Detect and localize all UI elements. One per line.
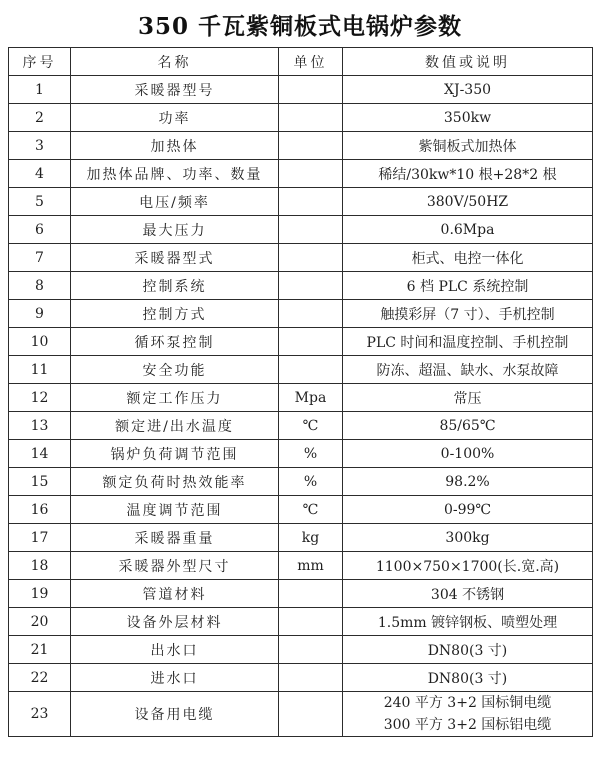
param-value-line: 240 平方 3+2 国标铜电缆 xyxy=(383,695,552,711)
param-unit xyxy=(279,272,343,300)
row-number: 14 xyxy=(9,440,71,468)
param-unit xyxy=(279,328,343,356)
param-unit: % xyxy=(279,468,343,496)
param-name: 采暖器型号 xyxy=(71,76,279,104)
row-number: 5 xyxy=(9,188,71,216)
param-name: 出水口 xyxy=(71,636,279,664)
row-number: 19 xyxy=(9,580,71,608)
table-row xyxy=(9,244,593,272)
param-name: 控制系统 xyxy=(71,272,279,300)
param-value xyxy=(343,692,593,737)
param-unit xyxy=(279,664,343,692)
param-value: 柜式、电控一体化 xyxy=(343,244,593,272)
param-unit xyxy=(279,608,343,636)
param-name: 管道材料 xyxy=(71,580,279,608)
row-number: 21 xyxy=(9,636,71,664)
param-name: 加热体 xyxy=(71,132,279,160)
row-number: 13 xyxy=(9,412,71,440)
param-name: 设备用电缆 xyxy=(71,692,279,737)
row-number: 17 xyxy=(9,524,71,552)
table-row xyxy=(9,356,593,384)
param-value: 380V/50HZ xyxy=(343,188,593,216)
param-name: 采暖器外型尺寸 xyxy=(71,552,279,580)
param-unit xyxy=(279,244,343,272)
header-no: 序号 xyxy=(9,48,71,76)
param-name: 额定工作压力 xyxy=(71,384,279,412)
param-unit: ℃ xyxy=(279,496,343,524)
param-name: 额定进/出水温度 xyxy=(71,412,279,440)
table-row xyxy=(9,524,593,552)
param-value: 1100×750×1700(长.宽.高) xyxy=(343,552,593,580)
param-unit: Mpa xyxy=(279,384,343,412)
row-number: 4 xyxy=(9,160,71,188)
param-name: 控制方式 xyxy=(71,300,279,328)
table-row xyxy=(9,300,593,328)
param-value: DN80(3 寸) xyxy=(343,664,593,692)
table-row xyxy=(9,608,593,636)
row-number: 9 xyxy=(9,300,71,328)
param-value: DN80(3 寸) xyxy=(343,636,593,664)
table-row xyxy=(9,552,593,580)
param-name: 锅炉负荷调节范围 xyxy=(71,440,279,468)
row-number: 3 xyxy=(9,132,71,160)
param-unit xyxy=(279,188,343,216)
param-name: 设备外层材料 xyxy=(71,608,279,636)
param-unit xyxy=(279,132,343,160)
param-value: PLC 时间和温度控制、手机控制 xyxy=(343,328,593,356)
row-number: 6 xyxy=(9,216,71,244)
header-unit: 单位 xyxy=(279,48,343,76)
table-body xyxy=(9,76,593,737)
param-value-line: 300 平方 3+2 国标铝电缆 xyxy=(383,717,552,733)
table-row xyxy=(9,104,593,132)
table-row xyxy=(9,328,593,356)
spec-table xyxy=(8,47,593,737)
table-row xyxy=(9,160,593,188)
param-name: 温度调节范围 xyxy=(71,496,279,524)
table-row xyxy=(9,384,593,412)
row-number: 16 xyxy=(9,496,71,524)
table-row xyxy=(9,76,593,104)
table-row xyxy=(9,272,593,300)
param-value: 稀结/30kw*10 根+28*2 根 xyxy=(343,160,593,188)
param-unit xyxy=(279,356,343,384)
param-unit: mm xyxy=(279,552,343,580)
row-number: 12 xyxy=(9,384,71,412)
param-unit xyxy=(279,160,343,188)
param-unit xyxy=(279,76,343,104)
row-number: 23 xyxy=(9,692,71,737)
table-row xyxy=(9,412,593,440)
param-name: 进水口 xyxy=(71,664,279,692)
row-number: 11 xyxy=(9,356,71,384)
param-unit xyxy=(279,580,343,608)
table-row xyxy=(9,188,593,216)
param-name: 采暖器重量 xyxy=(71,524,279,552)
param-name: 安全功能 xyxy=(71,356,279,384)
header-row xyxy=(9,48,593,76)
param-value: XJ-350 xyxy=(343,76,593,104)
param-name: 最大压力 xyxy=(71,216,279,244)
param-value: 85/65℃ xyxy=(343,412,593,440)
table-row xyxy=(9,216,593,244)
param-name: 采暖器型式 xyxy=(71,244,279,272)
param-value: 防冻、超温、缺水、水泵故障 xyxy=(343,356,593,384)
param-value: 350kw xyxy=(343,104,593,132)
param-value: 0-100% xyxy=(343,440,593,468)
param-value: 常压 xyxy=(343,384,593,412)
param-name: 电压/频率 xyxy=(71,188,279,216)
table-row xyxy=(9,496,593,524)
row-number: 15 xyxy=(9,468,71,496)
param-value: 紫铜板式加热体 xyxy=(343,132,593,160)
param-unit xyxy=(279,636,343,664)
row-number: 1 xyxy=(9,76,71,104)
param-value: 1.5mm 镀锌钢板、喷塑处理 xyxy=(343,608,593,636)
param-name: 额定负荷时热效能率 xyxy=(71,468,279,496)
table-row xyxy=(9,580,593,608)
param-unit xyxy=(279,104,343,132)
param-value: 0-99℃ xyxy=(343,496,593,524)
table-row xyxy=(9,692,593,737)
row-number: 18 xyxy=(9,552,71,580)
param-name: 加热体品牌、功率、数量 xyxy=(71,160,279,188)
table-row xyxy=(9,440,593,468)
row-number: 8 xyxy=(9,272,71,300)
param-unit: kg xyxy=(279,524,343,552)
param-unit: ℃ xyxy=(279,412,343,440)
header-name: 名称 xyxy=(71,48,279,76)
row-number: 7 xyxy=(9,244,71,272)
row-number: 10 xyxy=(9,328,71,356)
param-value: 触摸彩屏（7 寸）、手机控制 xyxy=(343,300,593,328)
table-row xyxy=(9,636,593,664)
header-value: 数值或说明 xyxy=(343,48,593,76)
param-value: 0.6Mpa xyxy=(343,216,593,244)
param-value: 304 不锈钢 xyxy=(343,580,593,608)
table-row xyxy=(9,468,593,496)
row-number: 22 xyxy=(9,664,71,692)
table-row xyxy=(9,664,593,692)
page-title: 350 千瓦紫铜板式电锅炉参数 xyxy=(137,13,463,40)
param-unit xyxy=(279,692,343,737)
param-unit xyxy=(279,300,343,328)
param-value: 300kg xyxy=(343,524,593,552)
table-row xyxy=(9,132,593,160)
param-name: 循环泵控制 xyxy=(71,328,279,356)
param-value: 6 档 PLC 系统控制 xyxy=(343,272,593,300)
param-name: 功率 xyxy=(71,104,279,132)
row-number: 20 xyxy=(9,608,71,636)
param-value: 98.2% xyxy=(343,468,593,496)
param-unit: % xyxy=(279,440,343,468)
row-number: 2 xyxy=(9,104,71,132)
param-unit xyxy=(279,216,343,244)
